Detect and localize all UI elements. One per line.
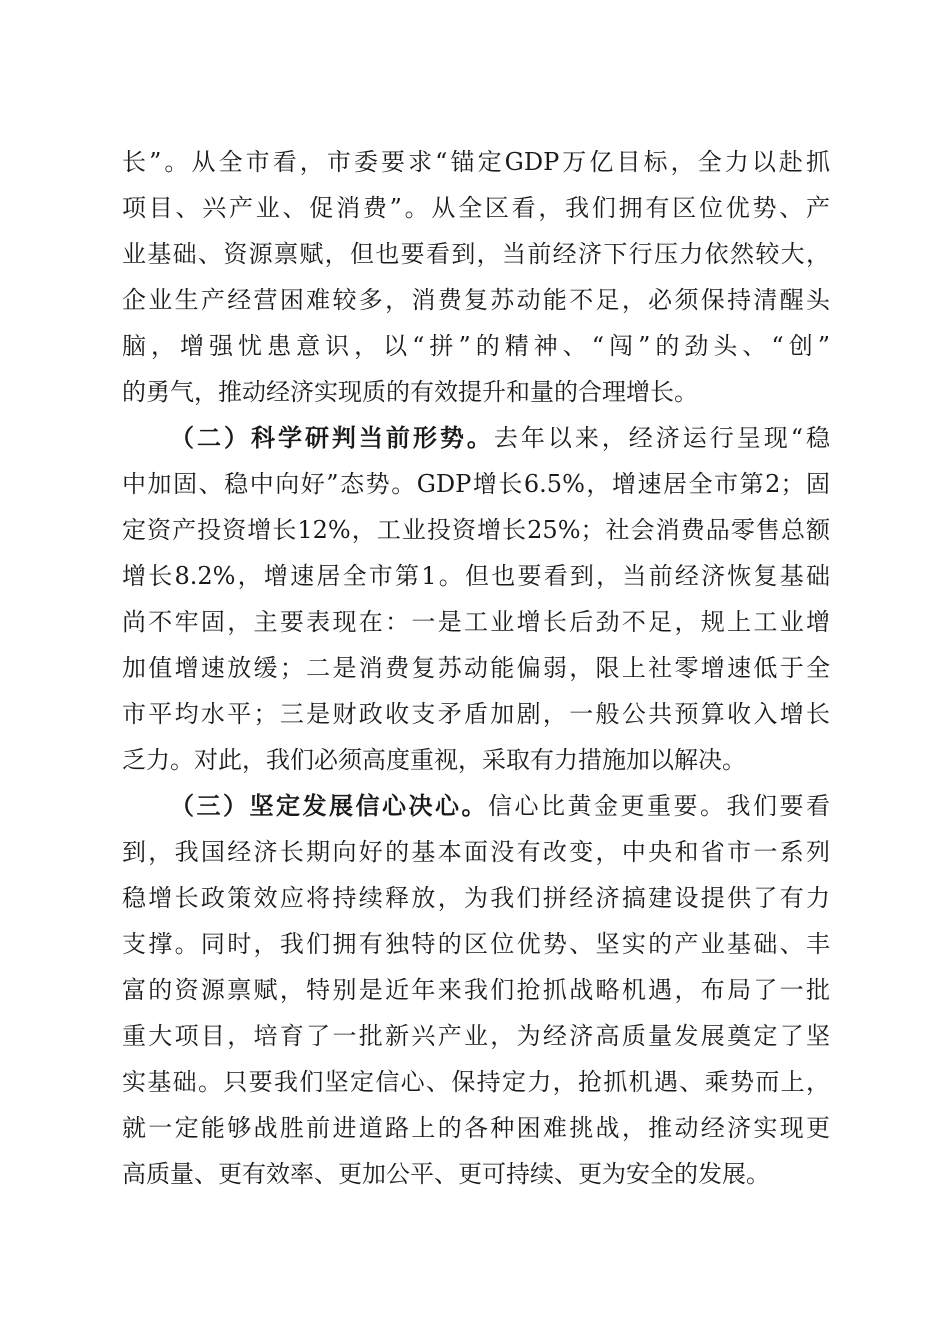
paragraph-line: 高质量、更有效率、更加公平、更可持续、更为安全的发展。 [122,1160,770,1188]
paragraph-line: 支撑。同时，我们拥有独特的区位优势、坚实的产业基础、丰 [122,930,830,958]
section-text: 去年以来，经济运行呈现“稳 [493,424,830,452]
paragraph-line: 实基础。只要我们坚定信心、保持定力，抢抓机遇、乘势而上， [122,1068,830,1096]
paragraph-line: 就一定能够战胜前进道路上的各种困难挑战，推动经济实现更 [122,1114,830,1142]
paragraph-line: 长”。从全市看，市委要求“锚定GDP万亿目标，全力以赴抓 [122,148,830,176]
section-first-line [170,422,830,454]
paragraph-line: 业基础、资源禀赋，但也要看到，当前经济下行压力依然较大， [122,240,830,268]
paragraph-line: 乏力。对此，我们必须高度重视，采取有力措施加以解决。 [122,746,746,774]
section-heading: （二）科学研判当前形势。 [170,423,494,452]
paragraph-line: 企业生产经营困难较多，消费复苏动能不足，必须保持清醒头 [122,286,830,314]
paragraph-line: 富的资源禀赋，特别是近年来我们抢抓战略机遇，布局了一批 [122,976,830,1004]
paragraph-line: 定资产投资增长12%，工业投资增长25%；社会消费品零售总额 [122,516,830,544]
paragraph-line: 中加固、稳中向好”态势。GDP增长6.5%，增速居全市第2；固 [122,470,830,498]
paragraph-line: 脑，增强忧患意识，以“拼”的精神、“闯”的劲头、“创” [122,332,830,360]
paragraph-line: 市平均水平；三是财政收支矛盾加剧，一般公共预算收入增长 [122,700,830,728]
paragraph-line: 项目、兴产业、促消费”。从全区看，我们拥有区位优势、产 [122,194,830,222]
paragraph-line: 稳增长政策效应将持续释放，为我们拼经济搞建设提供了有力 [122,884,830,912]
paragraph-line: 到，我国经济长期向好的基本面没有改变，中央和省市一系列 [122,838,830,866]
paragraph-line: 增长8.2%，增速居全市第1。但也要看到，当前经济恢复基础 [122,562,830,590]
paragraph-line: 重大项目，培育了一批新兴产业，为经济高质量发展奠定了坚 [122,1022,830,1050]
section-heading: （三）坚定发展信心决心。 [170,791,488,820]
paragraph-line: 的勇气，推动经济实现质的有效提升和量的合理增长。 [122,378,698,406]
section-first-line [170,790,830,822]
paragraph-line: 加值增速放缓；二是消费复苏动能偏弱，限上社零增速低于全 [122,654,830,682]
section-text: 信心比黄金更重要。我们要看 [488,792,830,820]
paragraph-line: 尚不牢固，主要表现在：一是工业增长后劲不足，规上工业增 [122,608,830,636]
